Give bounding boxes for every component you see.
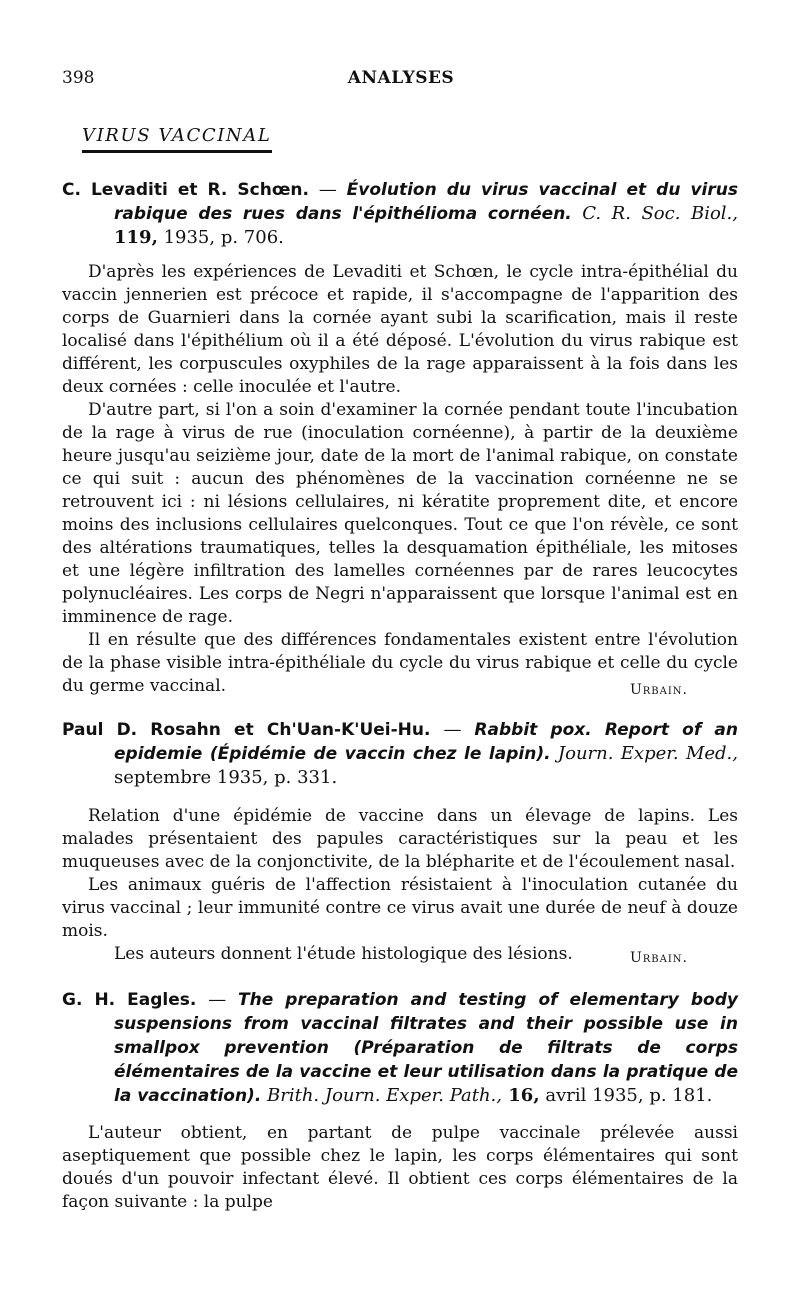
section-title: VIRUS VACCINAL bbox=[82, 125, 272, 146]
entry-citation-rest: septembre 1935, p. 331. bbox=[114, 767, 338, 788]
entry-paragraph: Il en résulte que des différences fondamentales existent entre l'évolution de la phase visible intra-épithéliale du cycle du virus rabique et celle du cycle du germe vaccinal. bbox=[62, 630, 738, 696]
entry-title: The preparation and testing of elementary body suspensions from vaccinal filtrates and their possible use in smallpox prevention (Préparation de filtrats de corps élémentaires de la vaccine et leur utilisation dans la pratique de la vaccination). bbox=[114, 990, 738, 1106]
entry-paragraph: D'autre part, si l'on a soin d'examiner la cornée pendant toute l'incubation de la rage à virus de rue (inoculation cornéenne), à partir de la deuxième heure jusqu'au seizième jour, date de la mort de l'animal rabique, on constate ce qui suit : aucun des phénomènes de la vaccination cornéenne ne se retrouvent ici : ni lésions cellulaires, ni kératite proprement dite, et encore moins des inclusions cellulaires quelconques. Tout ce que l'on révèle, ce sont des altérations traumatiques, telles la desquamation épithéliale, les mitoses et une légère infiltration des lamelles cornéennes par de rares leucocytes polynucléaires. Les corps de Negri n'apparaissent que lorsque l'animal est en imminence de rage. bbox=[62, 400, 738, 627]
entry-paragraph: Relation d'une épidémie de vaccine dans un élevage de lapins. Les malades présentaient des papules caractéristiques sur la peau et les muqueuses avec de la conjonctivite, de la blépharite et de l'écoulement nasal. bbox=[62, 806, 738, 872]
entry-authors: C. Levaditi et R. Schœn. bbox=[62, 180, 309, 200]
abstract-entry-rosahn bbox=[62, 718, 738, 966]
page-number: 398 bbox=[62, 68, 95, 88]
entry-signature: Urbain. bbox=[629, 682, 688, 698]
section-rule bbox=[82, 150, 272, 153]
entry-heading bbox=[62, 718, 738, 789]
entry-volume: 119, bbox=[114, 227, 158, 248]
entry-paragraph: Les auteurs donnent l'étude histologique des lésions. bbox=[114, 944, 573, 964]
entry-dash: — bbox=[309, 179, 347, 200]
entry-title: Évolution du virus vaccinal et du virus rabique des rues dans l'épithélioma cornéen. bbox=[114, 180, 738, 224]
entry-journal: Brith. Journ. Exper. Path., bbox=[261, 1085, 503, 1106]
entry-paragraph: L'auteur obtient, en partant de pulpe vaccinale prélevée aussi aseptiquement que possible chez le lapin, les corps élémentaires qui sont doués d'un pouvoir infectant élevé. Il obtient ces corps élémentaires de la façon suivante : la pulpe bbox=[62, 1123, 738, 1212]
entry-authors: G. H. Eagles. bbox=[62, 990, 197, 1010]
entry-title: Rabbit pox. Report of an epidemie (Épidémie de vaccin chez le lapin). bbox=[114, 720, 738, 764]
entry-paragraph: Les animaux guéris de l'affection résistaient à l'inoculation cutanée du virus vaccinal ; leur immunité contre ce virus avait une durée de neuf à douze mois. bbox=[62, 875, 738, 941]
entry-dash: — bbox=[430, 719, 475, 740]
entry-paragraph: D'après les expériences de Levaditi et Schœn, le cycle intra-épithélial du vaccin jennerien est précoce et rapide, il s'accompagne de l'apparition des corps de Guarnieri dans la cornée ayant subi la scarification, mais il reste localisé dans l'épithélium où il a été déposé. L'évolution du virus rabique est différent, les corpuscules oxyphiles de la rage apparaissent à la fois dans les deux cornées : celle inoculée et l'autre. bbox=[62, 262, 738, 397]
entry-journal: C. R. Soc. Biol., bbox=[571, 203, 738, 224]
entry-heading bbox=[62, 988, 738, 1108]
entry-authors: Paul D. Rosahn et Ch'Uan-K'Uei-Hu. bbox=[62, 720, 431, 740]
entry-heading bbox=[62, 178, 738, 249]
entry-citation-rest: avril 1935, p. 181. bbox=[539, 1085, 713, 1106]
journal-title: ANALYSES bbox=[347, 68, 455, 88]
entry-journal: Journ. Exper. Med., bbox=[550, 743, 738, 764]
entry-dash: — bbox=[196, 989, 239, 1010]
running-head bbox=[62, 68, 740, 92]
entry-citation-rest: 1935, p. 706. bbox=[157, 227, 284, 248]
entry-signature: Urbain. bbox=[629, 950, 688, 966]
abstract-entry-eagles bbox=[62, 988, 738, 1214]
abstract-entry-levaditi bbox=[62, 178, 738, 698]
entry-volume: 16, bbox=[502, 1085, 540, 1106]
